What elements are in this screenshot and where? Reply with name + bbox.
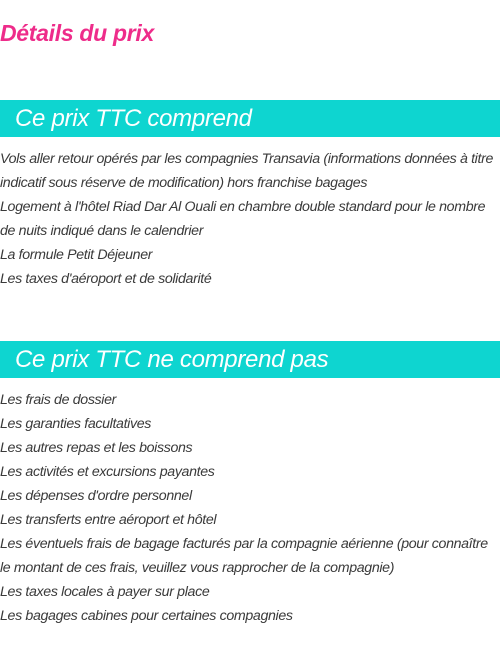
list-item: Les activités et excursions payantes bbox=[0, 464, 215, 480]
price-excludes-heading: Ce prix TTC ne comprend pas bbox=[0, 341, 500, 378]
list-item: Les taxes d'aéroport et de solidarité bbox=[0, 271, 212, 287]
price-includes-heading: Ce prix TTC comprend bbox=[0, 100, 500, 137]
price-includes-section bbox=[0, 100, 500, 291]
list-item: Les bagages cabines pour certaines compagnies bbox=[0, 608, 293, 624]
price-excludes-section bbox=[0, 341, 500, 628]
page-title: Détails du prix bbox=[0, 20, 154, 46]
list-item: Logement à l'hôtel Riad Dar Al Ouali en chambre double standard pour le nombre de nuits indiqué dans le calendrier bbox=[0, 199, 486, 239]
list-item: Les frais de dossier bbox=[0, 392, 117, 408]
list-item: Les transferts entre aéroport et hôtel bbox=[0, 512, 217, 528]
list-item: Les éventuels frais de bagage facturés par la compagnie aérienne (pour connaître le montant de ces frais, veuillez vous rapprocher de la compagnie) bbox=[0, 536, 488, 576]
list-item: Vols aller retour opérés par les compagnies Transavia (informations données à titre indicatif sous réserve de modification) hors franchise bagages bbox=[0, 151, 493, 191]
list-item: Les garanties facultatives bbox=[0, 416, 151, 432]
list-item: Les autres repas et les boissons bbox=[0, 440, 193, 456]
price-includes-list bbox=[0, 147, 500, 291]
list-item: La formule Petit Déjeuner bbox=[0, 247, 153, 263]
list-item: Les taxes locales à payer sur place bbox=[0, 584, 210, 600]
list-item: Les dépenses d'ordre personnel bbox=[0, 488, 192, 504]
price-excludes-list bbox=[0, 388, 500, 628]
